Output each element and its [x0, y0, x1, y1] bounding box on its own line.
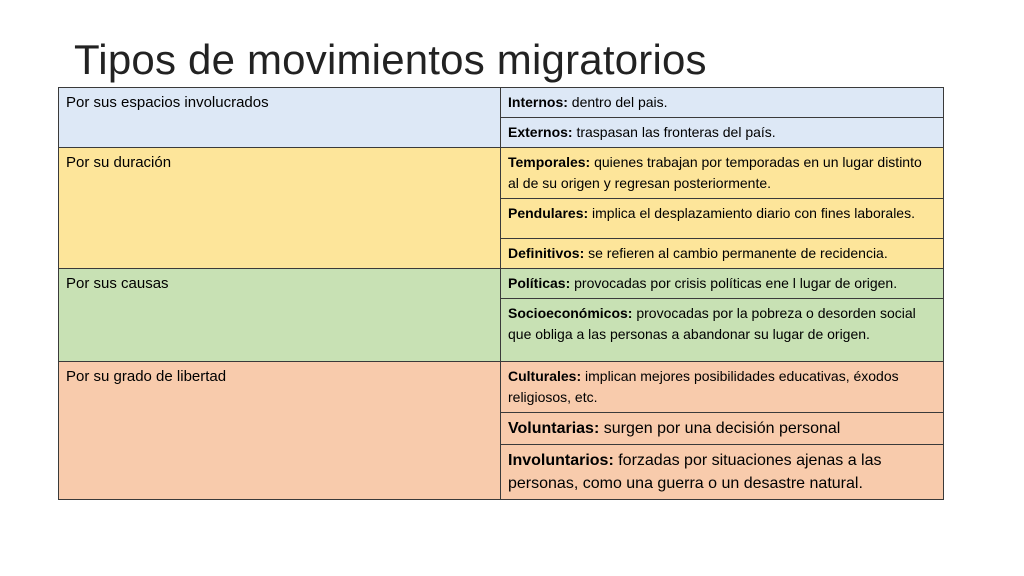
detail-cell-definitivos: [501, 239, 944, 269]
category-cell-espacios: [59, 88, 501, 148]
detail-term: Voluntarias:: [508, 420, 600, 437]
detail-cell-involuntarios: [501, 445, 944, 500]
category-cell-duracion: [59, 148, 501, 269]
detail-text: implica el desplazamiento diario con fines laborales.: [588, 205, 915, 221]
detail-term: Pendulares:: [508, 205, 589, 221]
detail-cell-voluntarias: [501, 413, 944, 445]
detail-text: dentro del pais.: [567, 94, 668, 110]
detail-cell-culturales: [501, 362, 944, 413]
category-label: Por sus causas: [66, 275, 169, 292]
detail-text: quienes trabajan por temporadas en un lugar distinto al de su origen y regresan posteriormente.: [508, 154, 922, 191]
detail-term: Externos:: [508, 124, 573, 140]
detail-text: provocadas por la pobreza o desorden social que obliga a las personas a abandonar su lugar de origen.: [508, 305, 916, 342]
detail-term: Involuntarios:: [508, 452, 614, 469]
category-cell-libertad: [59, 362, 501, 500]
detail-term: Internos:: [508, 94, 568, 110]
migration-types-table: [58, 87, 944, 500]
detail-cell-externos: [501, 118, 944, 148]
category-cell-causas: [59, 269, 501, 362]
detail-cell-temporales: [501, 148, 944, 199]
detail-term: Definitivos:: [508, 245, 585, 261]
page-title: Tipos de movimientos migratorios: [74, 36, 707, 83]
detail-cell-politicas: [501, 269, 944, 299]
table-row: [59, 362, 944, 413]
detail-term: Culturales:: [508, 368, 582, 384]
detail-text: se refieren al cambio permanente de recidencia.: [584, 245, 888, 261]
table-row: [59, 269, 944, 299]
category-label: Por su duración: [66, 154, 172, 171]
detail-term: Políticas:: [508, 275, 571, 291]
detail-cell-internos: [501, 88, 944, 118]
detail-cell-socioeconomicos: [501, 299, 944, 362]
category-label: Por sus espacios involucrados: [66, 94, 269, 111]
table-row: [59, 148, 944, 199]
detail-term: Socioeconómicos:: [508, 305, 633, 321]
detail-text: forzadas por situaciones ajenas a las personas, como una guerra o un desastre natural.: [508, 452, 882, 492]
table-row: [59, 88, 944, 118]
detail-text: traspasan las fronteras del país.: [572, 124, 776, 140]
detail-text: surgen por una decisión personal: [599, 420, 841, 437]
detail-cell-pendulares: [501, 199, 944, 239]
detail-text: implican mejores posibilidades educativas, éxodos religiosos, etc.: [508, 368, 899, 405]
detail-term: Temporales:: [508, 154, 591, 170]
category-label: Por su grado de libertad: [66, 368, 227, 385]
detail-text: provocadas por crisis políticas ene l lugar de origen.: [570, 275, 898, 291]
